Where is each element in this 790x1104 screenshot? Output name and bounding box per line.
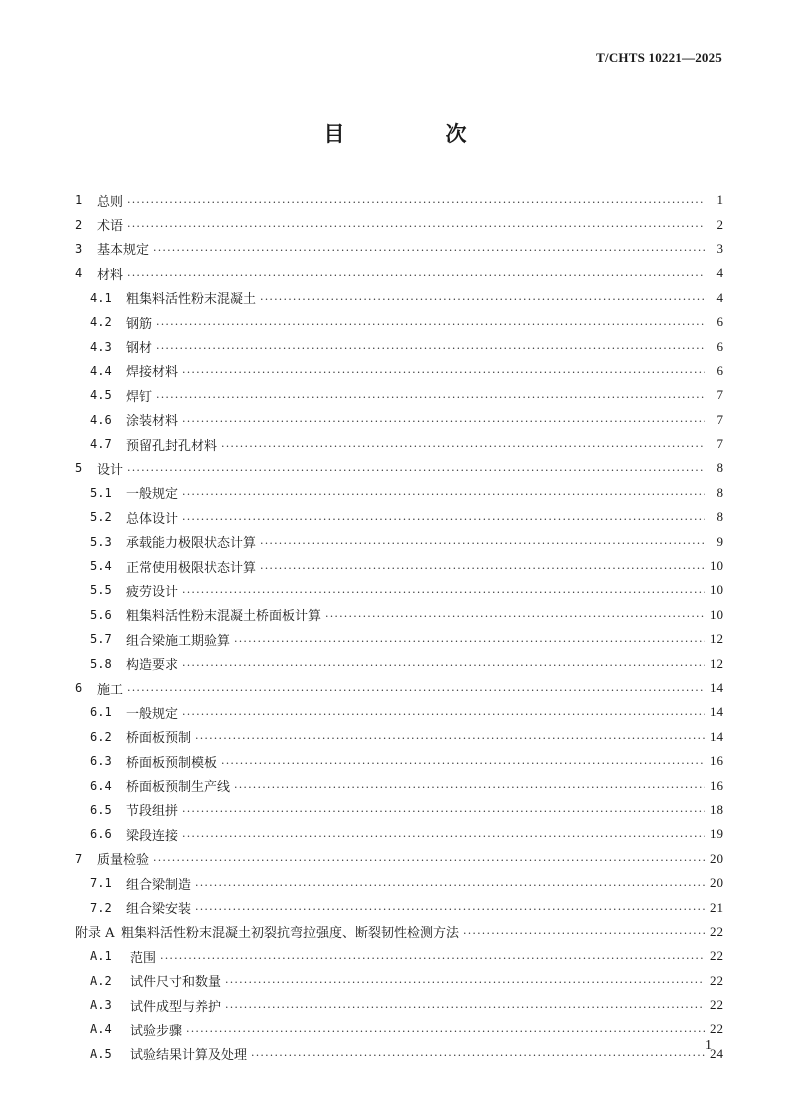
toc-entry-number: 4.7 — [90, 437, 112, 452]
toc-entry-title: 试验步骤 — [130, 1023, 183, 1039]
toc-entry-title: 桥面板预制模板 — [126, 755, 218, 771]
toc-entry-title: 试件成型与养护 — [130, 999, 222, 1015]
toc-entry[interactable] — [90, 651, 723, 675]
toc-entry-page: 14 — [710, 704, 723, 720]
dot-leader — [260, 536, 705, 549]
toc-entry-number: 4.6 — [90, 412, 112, 427]
toc-entry-number: 5 — [75, 461, 83, 476]
toc-entry[interactable] — [75, 676, 723, 700]
toc-entry-page: 22 — [710, 923, 723, 939]
toc-entry-number: A.2 — [90, 973, 112, 988]
dot-leader — [127, 463, 705, 476]
toc-entry-number: 4.3 — [90, 339, 112, 354]
toc-entry[interactable] — [90, 871, 723, 895]
toc-entry-number: 5.7 — [90, 632, 112, 647]
dot-leader — [195, 878, 705, 891]
toc-entry-title: 预留孔封孔材料 — [126, 438, 218, 454]
toc-entry-title: 施工 — [97, 682, 124, 698]
toc-entry-page: 22 — [710, 1021, 723, 1037]
toc-entry[interactable] — [90, 408, 723, 432]
toc-entry[interactable] — [75, 188, 723, 212]
toc-entry-number: 5.6 — [90, 607, 112, 622]
toc-entry[interactable] — [75, 237, 723, 261]
toc-entry[interactable] — [90, 554, 723, 578]
toc-entry-page: 22 — [710, 948, 723, 964]
toc-entry-title: 涂装材料 — [126, 414, 179, 430]
dot-leader — [251, 1048, 705, 1061]
dot-leader — [225, 975, 705, 988]
toc-entry-number: 6 — [75, 681, 83, 695]
toc-entry-number: A.3 — [90, 998, 112, 1013]
toc-entry[interactable] — [90, 505, 723, 529]
toc-entry-page: 21 — [710, 899, 723, 915]
toc-entry-title: 组合梁施工期验算 — [126, 633, 231, 649]
toc-entry-title: 总则 — [97, 194, 124, 210]
dot-leader — [127, 268, 705, 281]
toc-entry-page: 16 — [710, 753, 723, 769]
toc-entry[interactable] — [90, 359, 723, 383]
toc-entry[interactable] — [75, 261, 723, 285]
toc-entry-title: 试验结果计算及处理 — [130, 1048, 248, 1064]
toc-entry-number: 4 — [75, 266, 83, 281]
toc-entry-title: 桥面板预制生产线 — [126, 780, 231, 796]
dot-leader — [127, 219, 705, 232]
page-title: 目 次 — [323, 121, 507, 146]
toc-entry[interactable] — [90, 798, 723, 822]
toc-entry-number: 7.2 — [90, 900, 112, 915]
toc-entry-title: 设计 — [97, 462, 124, 478]
toc-entry-number: 4.5 — [90, 388, 112, 403]
toc-entry-title: 试件尺寸和数量 — [130, 975, 222, 991]
dot-leader — [182, 414, 705, 427]
toc-entry-title: 总体设计 — [126, 511, 179, 527]
toc-entry-page: 14 — [710, 728, 723, 744]
dot-leader — [463, 926, 705, 939]
toc-entry-page: 20 — [710, 850, 723, 866]
toc-entry-title: 材料 — [97, 267, 124, 283]
toc-entry-title: 质量检验 — [97, 853, 150, 869]
toc-entry[interactable] — [90, 773, 723, 797]
toc-entry[interactable] — [90, 310, 723, 334]
toc-entry[interactable] — [90, 578, 723, 602]
toc-entry-page: 6 — [716, 338, 723, 354]
toc-entry[interactable] — [90, 969, 723, 993]
dot-leader — [156, 317, 705, 330]
dot-leader — [182, 585, 705, 598]
dot-leader — [182, 512, 705, 525]
dot-leader — [182, 487, 705, 500]
toc-entry-page: 22 — [710, 972, 723, 988]
toc-entry[interactable] — [90, 1042, 723, 1066]
toc-entry-page: 8 — [716, 509, 723, 525]
toc-entry-title: 一般规定 — [126, 487, 179, 503]
toc-entry[interactable] — [90, 1017, 723, 1041]
toc-entry-page: 7 — [716, 436, 723, 452]
toc-entry-page: 14 — [710, 680, 723, 695]
dot-leader — [182, 829, 705, 842]
toc-entry-page: 7 — [716, 411, 723, 427]
toc-entry-number: 7 — [75, 851, 83, 866]
toc-entry-title: 桥面板预制 — [126, 731, 192, 747]
toc-entry-page: 24 — [710, 1045, 723, 1061]
dot-leader — [160, 951, 705, 964]
toc-entry-page: 20 — [710, 875, 723, 891]
dot-leader — [186, 1024, 705, 1037]
toc-entry-title: 组合梁制造 — [126, 877, 192, 893]
toc-entry[interactable] — [90, 822, 723, 846]
toc-entry-number: 5.2 — [90, 510, 112, 525]
toc-entry-number: 6.4 — [90, 778, 112, 793]
toc-entry-number: 5.4 — [90, 559, 112, 574]
toc-entry[interactable] — [75, 920, 723, 944]
toc-entry-page: 9 — [716, 533, 723, 549]
dot-leader — [182, 707, 705, 720]
toc-entry-number: 1 — [75, 193, 83, 208]
toc-entry-page: 16 — [710, 777, 723, 793]
toc-entry-number: 6.2 — [90, 729, 112, 744]
toc-entry[interactable] — [90, 334, 723, 358]
toc-entry-page: 7 — [716, 387, 723, 403]
toc-entry-number: 6.5 — [90, 802, 112, 817]
toc-entry-page: 19 — [710, 826, 723, 842]
dot-leader — [195, 731, 705, 744]
toc-entry-page: 12 — [710, 631, 723, 647]
dot-leader — [182, 804, 705, 817]
toc-entry-title: 焊钉 — [126, 389, 153, 405]
toc-entry-page: 2 — [716, 216, 723, 232]
toc-entry-number: 4.4 — [90, 363, 112, 378]
dot-leader — [153, 243, 705, 256]
toc-entry-number: 3 — [75, 241, 83, 256]
toc-entry-number: A.1 — [90, 949, 112, 964]
toc-entry[interactable] — [90, 725, 723, 749]
toc-entry-page: 10 — [710, 558, 723, 574]
standard-code: T/CHTS 10221—2025 — [596, 50, 722, 65]
toc-entry-number: 6.6 — [90, 827, 112, 842]
toc-entry-title: 钢材 — [126, 341, 153, 357]
toc-entry-number: A.5 — [90, 1046, 112, 1061]
dot-leader — [153, 853, 705, 866]
dot-leader — [260, 292, 705, 305]
toc-entry-number: 附录 A — [75, 926, 115, 942]
toc-entry-page: 10 — [710, 606, 723, 622]
toc-entry[interactable] — [90, 895, 723, 919]
toc-entry-number: 7.1 — [90, 876, 112, 891]
toc-entry-page: 6 — [716, 314, 723, 330]
toc-entry[interactable] — [90, 286, 723, 310]
toc-entry-number: 5.8 — [90, 656, 112, 671]
toc-entry-page: 4 — [716, 289, 723, 305]
dot-leader — [156, 390, 705, 403]
toc-entry-page: 10 — [710, 582, 723, 598]
toc-entry-number: 2 — [75, 217, 83, 232]
toc-entry-title: 粗集料活性粉末混凝土初裂抗弯拉强度、断裂韧性检测方法 — [121, 926, 460, 942]
toc-entry[interactable] — [90, 993, 723, 1017]
toc-entry-page: 8 — [716, 484, 723, 500]
dot-leader — [195, 902, 705, 915]
toc-entry-page: 1 — [716, 192, 723, 208]
dot-leader — [127, 195, 705, 208]
toc-entry[interactable] — [90, 700, 723, 724]
toc-entry-title: 一般规定 — [126, 706, 179, 722]
toc-entry-number: 6.3 — [90, 754, 112, 769]
toc-entry-title: 粗集料活性粉末混凝土 — [126, 292, 257, 308]
table-of-contents — [0, 188, 790, 1066]
dot-leader — [234, 634, 705, 647]
toc-entry-number: 5.1 — [90, 485, 112, 500]
toc-entry-title: 焊接材料 — [126, 365, 179, 381]
dot-leader — [325, 609, 705, 622]
toc-entry-page: 12 — [710, 655, 723, 671]
toc-entry-title: 正常使用极限状态计算 — [126, 560, 257, 576]
toc-entry[interactable] — [90, 432, 723, 456]
toc-entry-title: 构造要求 — [126, 658, 179, 674]
toc-entry-page: 4 — [716, 265, 723, 281]
toc-entry-page: 6 — [716, 362, 723, 378]
toc-entry[interactable] — [75, 212, 723, 236]
dot-leader — [221, 439, 705, 452]
toc-entry-page: 22 — [710, 997, 723, 1013]
toc-entry[interactable] — [75, 456, 723, 480]
toc-entry[interactable] — [90, 481, 723, 505]
dot-leader — [234, 780, 705, 793]
toc-entry[interactable] — [90, 749, 723, 773]
toc-entry[interactable] — [90, 944, 723, 968]
toc-entry[interactable] — [90, 383, 723, 407]
toc-entry-title: 范围 — [130, 950, 157, 966]
toc-entry-title: 节段组拼 — [126, 804, 179, 820]
dot-leader — [127, 683, 705, 696]
toc-entry-number: 4.1 — [90, 290, 112, 305]
toc-entry-title: 组合梁安装 — [126, 902, 192, 918]
toc-entry-title: 钢筋 — [126, 316, 153, 332]
toc-entry[interactable] — [90, 603, 723, 627]
toc-entry[interactable] — [90, 627, 723, 651]
toc-entry-number: A.4 — [90, 1022, 112, 1037]
toc-entry-title: 梁段连接 — [126, 828, 179, 844]
toc-entry-number: 5.3 — [90, 534, 112, 549]
dot-leader — [182, 658, 705, 671]
dot-leader — [225, 1000, 705, 1013]
toc-entry-number: 5.5 — [90, 583, 112, 598]
dot-leader — [221, 756, 705, 769]
toc-entry-page: 8 — [716, 460, 723, 476]
toc-entry-title: 基本规定 — [97, 243, 150, 259]
dot-leader — [182, 365, 705, 378]
toc-entry[interactable] — [90, 529, 723, 553]
dot-leader — [156, 341, 705, 354]
toc-entry-number: 6.1 — [90, 705, 112, 720]
toc-entry-title: 粗集料活性粉末混凝土桥面板计算 — [126, 609, 322, 625]
toc-entry-number: 4.2 — [90, 315, 112, 330]
toc-entry-page: 18 — [710, 801, 723, 817]
toc-entry-title: 疲劳设计 — [126, 584, 179, 600]
toc-entry-page: 3 — [716, 240, 723, 256]
page-number: 1 — [705, 1038, 712, 1053]
toc-entry-title: 承载能力极限状态计算 — [126, 536, 257, 552]
toc-entry-title: 术语 — [97, 219, 124, 235]
toc-entry[interactable] — [75, 847, 723, 871]
dot-leader — [260, 561, 705, 574]
